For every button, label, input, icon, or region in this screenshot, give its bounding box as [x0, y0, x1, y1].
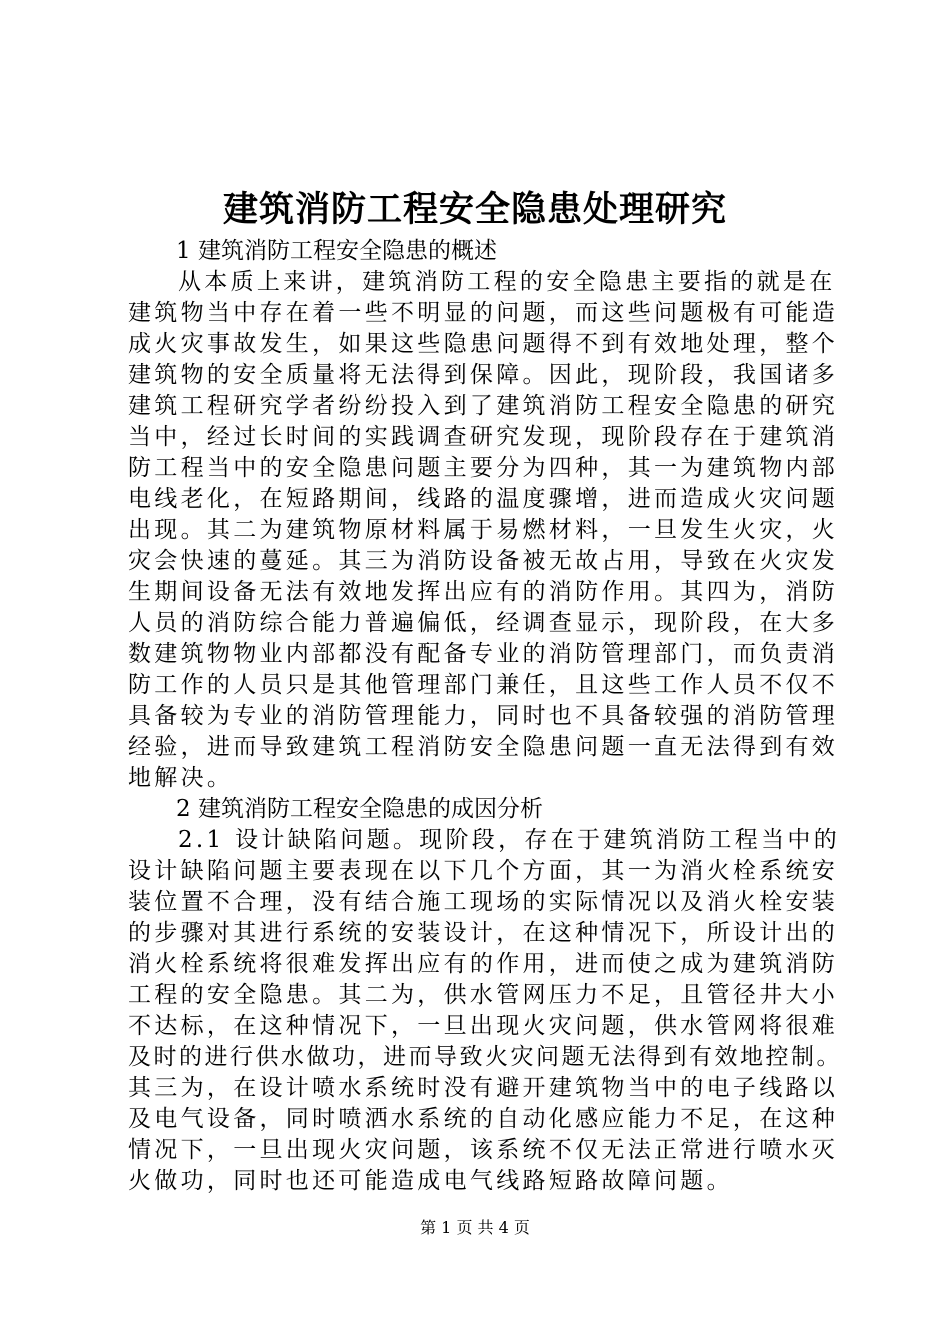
paragraph-line: 不达标，在这种情况下，一旦出现火灾问题，供水管网将很难	[128, 1013, 839, 1039]
paragraph-line: 及时的进行供水做功，进而导致火灾问题无法得到有效地控制。	[128, 1044, 842, 1070]
paragraph-line: 人员的消防综合能力普遍偏低，经调查显示，现阶段，在大多	[128, 610, 839, 636]
paragraph-line: 电线老化，在短路期间，线路的温度骤增，进而造成火灾问题	[128, 486, 839, 512]
paragraph-line: 2.1 设计缺陷问题。现阶段，存在于建筑消防工程当中的	[178, 827, 840, 853]
paragraph-line: 经验，进而导致建筑工程消防安全隐患问题一直无法得到有效	[128, 734, 839, 760]
paragraph-line: 建筑工程研究学者纷纷投入到了建筑消防工程安全隐患的研究	[128, 393, 839, 419]
paragraph-line: 地解决。	[128, 765, 234, 791]
paragraph-line: 生期间设备无法有效地发挥出应有的消防作用。其四为，消防	[128, 579, 839, 605]
paragraph-line: 具备较为专业的消防管理能力，同时也不具备较强的消防管理	[128, 703, 839, 729]
paragraph-line: 防工程当中的安全隐患问题主要分为四种，其一为建筑物内部	[128, 455, 839, 481]
paragraph-line: 建筑物的安全质量将无法得到保障。因此，现阶段，我国诸多	[128, 362, 839, 388]
paragraph-line: 情况下，一旦出现火灾问题，该系统不仅无法正常进行喷水灭	[128, 1137, 839, 1163]
paragraph-line: 工程的安全隐患。其二为，供水管网压力不足，且管径井大小	[128, 982, 839, 1008]
paragraph-line: 出现。其二为建筑物原材料属于易燃材料，一旦发生火灾，火	[128, 517, 839, 543]
paragraph-line: 建筑物当中存在着一些不明显的问题，而这些问题极有可能造	[128, 300, 839, 326]
paragraph-line: 其三为，在设计喷水系统时没有避开建筑物当中的电子线路以	[128, 1075, 839, 1101]
paragraph-line: 从本质上来讲，建筑消防工程的安全隐患主要指的就是在	[178, 269, 836, 295]
paragraph-line: 的步骤对其进行系统的安装设计，在这种情况下，所设计出的	[128, 920, 839, 946]
page-number-footer: 第 1 页 共 4 页	[420, 1218, 530, 1237]
paragraph-line: 消火栓系统将很难发挥出应有的作用，进而使之成为建筑消防	[128, 951, 839, 977]
paragraph-line: 当中，经过长时间的实践调查研究发现，现阶段存在于建筑消	[128, 424, 839, 450]
paragraph-line: 设计缺陷问题主要表现在以下几个方面，其一为消火栓系统安	[128, 858, 839, 884]
section-heading-1: 1 建筑消防工程安全隐患的概述	[176, 238, 497, 264]
section-heading-2: 2 建筑消防工程安全隐患的成因分析	[176, 796, 543, 822]
paragraph-line: 灾会快速的蔓延。其三为消防设备被无故占用，导致在火灾发	[128, 548, 839, 574]
paragraph-line: 成火灾事故发生，如果这些隐患问题得不到有效地处理，整个	[128, 331, 839, 357]
document-title: 建筑消防工程安全隐患处理研究	[222, 189, 727, 230]
paragraph-line: 数建筑物物业内部都没有配备专业的消防管理部门，而负责消	[128, 641, 839, 667]
paragraph-line: 防工作的人员只是其他管理部门兼任，且这些工作人员不仅不	[128, 672, 839, 698]
paragraph-line: 火做功，同时也还可能造成电气线路短路故障问题。	[128, 1168, 733, 1194]
paragraph-line: 装位置不合理，没有结合施工现场的实际情况以及消火栓安装	[128, 889, 839, 915]
paragraph-line: 及电气设备，同时喷洒水系统的自动化感应能力不足，在这种	[128, 1106, 839, 1132]
